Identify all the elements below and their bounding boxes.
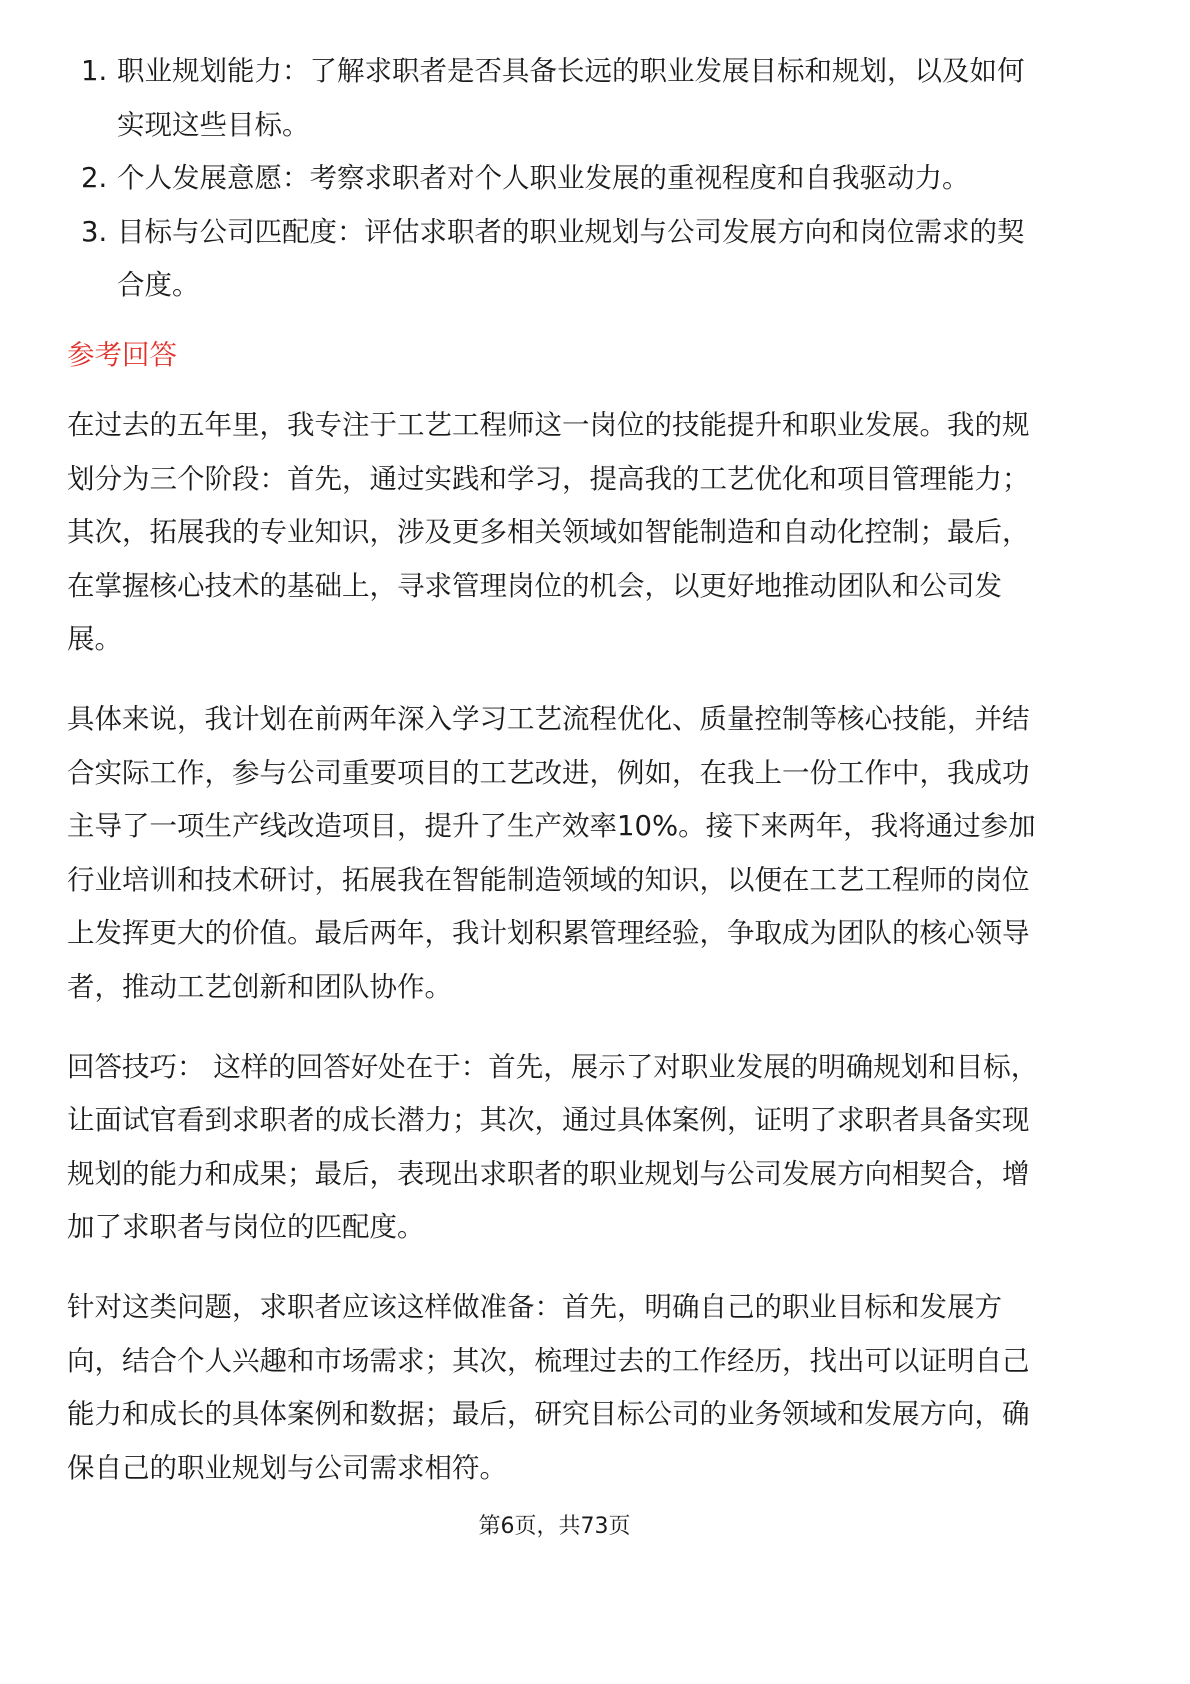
preparation-advice-paragraph: 针对这类问题，求职者应该这样做准备：首先，明确自己的职业目标和发展方向，结合个人兴趣和市场需求；其次，梳理过去的工作经历，找出可以证明自己能力和成长的具体案例和数据；最后，研究目标公司的业务领域和发展方向，确保自己的职业规划与公司需求相符。 <box>67 1291 1030 1484</box>
reference-answer-heading: 参考回答 <box>67 339 177 371</box>
evaluation-points-list <box>67 45 1047 313</box>
list-item-number: 3. <box>81 215 108 248</box>
answer-tips-paragraph: 回答技巧： 这样的回答好处在于：首先，展示了对职业发展的明确规划和目标，让面试官看到求职者的成长潜力；其次，通过具体案例，证明了求职者具备实现规划的能力和成果；最后，表现出求职者的职业规划与公司发展方向相契合，增加了求职者与岗位的匹配度。 <box>67 1050 1039 1243</box>
list-item-number: 2. <box>81 162 108 194</box>
page-number-footer: 第6页，共73页 <box>478 1514 631 1539</box>
list-item-number: 1. <box>81 55 108 87</box>
list-item <box>67 152 1047 206</box>
answer-detail-paragraph: 具体来说，我计划在前两年深入学习工艺流程优化、质量控制等核心技能，并结合实际工作，参与公司重要项目的工艺改进，例如，在我上一份工作中，我成功主导了一项生产线改造项目，提升了生产效率10%。接下来两年，我将通过参加行业培训和技术研讨，拓展我在智能制造领域的知识，以便在工艺工程师的岗位上发挥更大的价值。最后两年，我计划积累管理经验，争取成为团队的核心领导者，推动工艺创新和团队协作。 <box>67 703 1036 1003</box>
list-item-text: 个人发展意愿：考察求职者对个人职业发展的重视程度和自我驱动力。 <box>117 162 970 194</box>
answer-paragraph: 在过去的五年里，我专注于工艺工程师这一岗位的技能提升和职业发展。我的规划分为三个阶段：首先，通过实践和学习，提高我的工艺优化和项目管理能力；其次，拓展我的专业知识，涉及更多相关领域如智能制造和自动化控制；最后，在掌握核心技术的基础上，寻求管理岗位的机会，以更好地推动团队和公司发展。 <box>67 409 1030 655</box>
document-page <box>67 45 1047 1495</box>
list-item-text: 职业规划能力：了解求职者是否具备长远的职业发展目标和规划，以及如何实现这些目标。 <box>117 55 1025 141</box>
list-item-text: 目标与公司匹配度：评估求职者的职业规划与公司发展方向和岗位需求的契合度。 <box>117 215 1025 301</box>
list-item <box>67 45 1047 152</box>
list-item <box>67 206 1047 313</box>
